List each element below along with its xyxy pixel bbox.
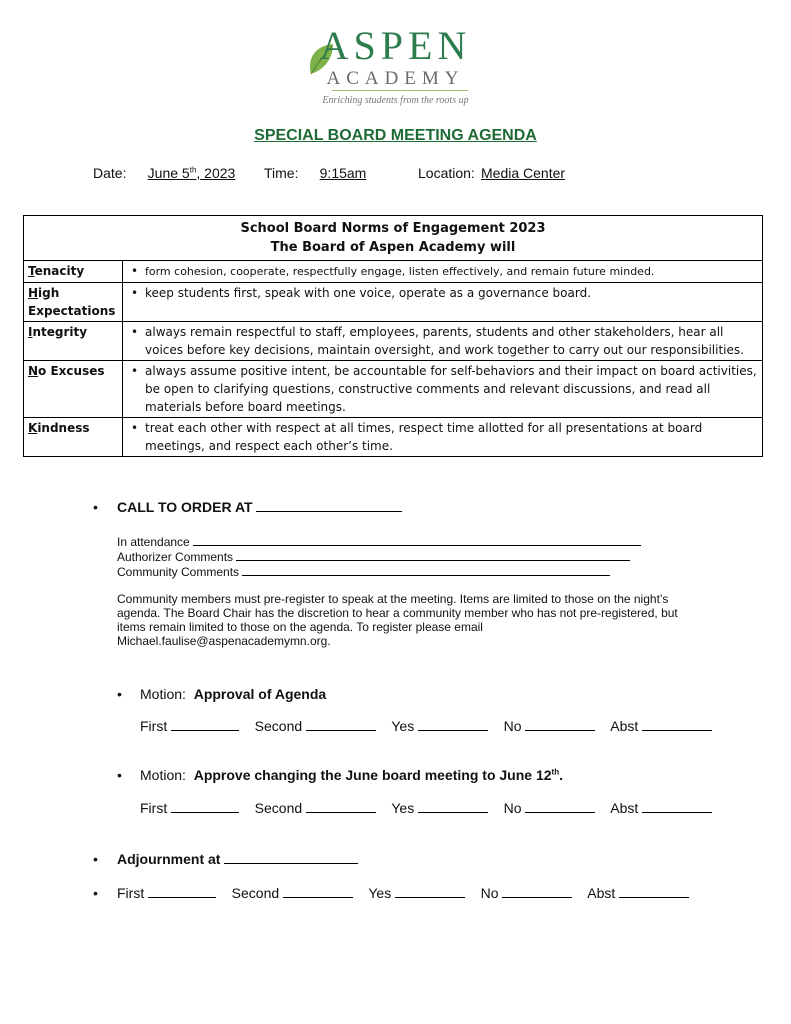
table-row xyxy=(24,261,763,283)
call-to-order: CALL TO ORDER AT xyxy=(117,499,402,515)
vote-blank[interactable] xyxy=(171,800,239,813)
norm-term: No Excuses xyxy=(24,361,123,418)
norm-term: Integrity xyxy=(24,322,123,361)
vote-blank[interactable] xyxy=(171,718,239,731)
bullet-icon: • xyxy=(131,286,139,300)
vote-blank[interactable] xyxy=(619,885,689,898)
bullet-icon: • xyxy=(93,499,98,515)
community-comments: Community Comments xyxy=(117,563,610,579)
norm-description: • always assume positive intent, be accountable for self-behaviors and their impact on board activities, be open to clarifying questions, constructive comments and relevant discussions, and read all materials before board meetings. xyxy=(123,361,763,418)
vote-blank[interactable] xyxy=(642,718,712,731)
adjournment-blank[interactable] xyxy=(224,851,358,864)
table-row xyxy=(24,322,763,361)
logo-divider xyxy=(332,90,468,91)
vote-blank[interactable] xyxy=(306,718,376,731)
norm-description: • keep students first, speak with one voice, operate as a governance board. xyxy=(123,283,763,322)
vote-blank[interactable] xyxy=(148,885,216,898)
call-to-order-blank[interactable] xyxy=(256,499,402,512)
registration-notice: Community members must pre-register to speak at the meeting. Items are limited to those on the night’s agenda. The Board Chair has the discretion to hear a community member who has not pre-registered, but items remain limited to those on the agenda. To register please email Michael.faulise@aspenacademymn.org. xyxy=(117,592,678,648)
page-title: SPECIAL BOARD MEETING AGENDA xyxy=(254,127,537,144)
date-label: Date: xyxy=(93,165,127,181)
motion-1-title: Approval of Agenda xyxy=(193,686,327,702)
motion-1: Motion: Approval of Agenda xyxy=(140,686,327,702)
location-label: Location: xyxy=(418,165,475,181)
motion-2-title: Approve changing the June board meeting to June 12th. xyxy=(193,767,563,783)
time-value: 9:15am xyxy=(319,165,367,181)
norms-heading-line1: School Board Norms of Engagement 2023 xyxy=(240,221,546,236)
norm-description: • form cohesion, cooperate, respectfully engage, listen effectively, and remain future minded. xyxy=(123,261,763,283)
vote-blank[interactable] xyxy=(642,800,712,813)
table-row xyxy=(24,418,763,457)
vote-blank[interactable] xyxy=(502,885,572,898)
logo-wordmark: ASPEN xyxy=(319,23,472,68)
table-row xyxy=(24,361,763,418)
motion-2-vote: First Second Yes No Abst xyxy=(140,800,712,816)
logo-subtitle: ACADEMY xyxy=(326,68,465,89)
motion-2: Motion: Approve changing the June board meeting to June 12th. xyxy=(140,767,563,783)
bullet-icon: • xyxy=(117,686,122,702)
logo-tagline: Enriching students from the roots up xyxy=(322,95,469,106)
vote-blank[interactable] xyxy=(525,718,595,731)
bullet-icon: • xyxy=(131,364,139,378)
vote-blank[interactable] xyxy=(395,885,465,898)
vote-blank[interactable] xyxy=(418,800,488,813)
community-comments-blank[interactable] xyxy=(242,563,610,576)
vote-blank[interactable] xyxy=(525,800,595,813)
final-vote: First Second Yes No Abst xyxy=(117,885,689,901)
location-value: Media Center xyxy=(481,165,566,181)
bullet-icon: • xyxy=(117,767,122,783)
norm-description: • always remain respectful to staff, employees, parents, students and other stakeholders, hear all voices before key decisions, maintain oversight, and work together to carry out our responsibilities. xyxy=(123,322,763,361)
vote-blank[interactable] xyxy=(283,885,353,898)
bullet-icon: • xyxy=(131,264,139,278)
bullet-icon: • xyxy=(93,885,98,901)
time-label: Time: xyxy=(264,165,299,181)
authorizer-comments-blank[interactable] xyxy=(236,548,630,561)
bullet-icon: • xyxy=(131,421,139,435)
in-attendance-blank[interactable] xyxy=(193,533,641,546)
in-attendance: In attendance xyxy=(117,533,641,549)
norm-term: Tenacity xyxy=(24,261,123,283)
motion-1-vote: First Second Yes No Abst xyxy=(140,718,712,734)
table-row xyxy=(24,283,763,322)
vote-blank[interactable] xyxy=(306,800,376,813)
norm-description: • treat each other with respect at all times, respect time allotted for all presentations at board meetings, and respect each other’s time. xyxy=(123,418,763,457)
norm-term: High Expectations xyxy=(24,283,123,322)
norms-heading xyxy=(24,216,763,261)
norm-term: Kindness xyxy=(24,418,123,457)
norms-heading-line2: The Board of Aspen Academy will xyxy=(270,240,516,255)
bullet-icon: • xyxy=(93,851,98,867)
date-value: June 5th, 2023 xyxy=(147,165,236,181)
authorizer-comments: Authorizer Comments xyxy=(117,548,630,564)
vote-blank[interactable] xyxy=(418,718,488,731)
adjournment: Adjournment at xyxy=(117,851,358,867)
norms-table xyxy=(23,215,763,457)
bullet-icon: • xyxy=(131,325,139,339)
